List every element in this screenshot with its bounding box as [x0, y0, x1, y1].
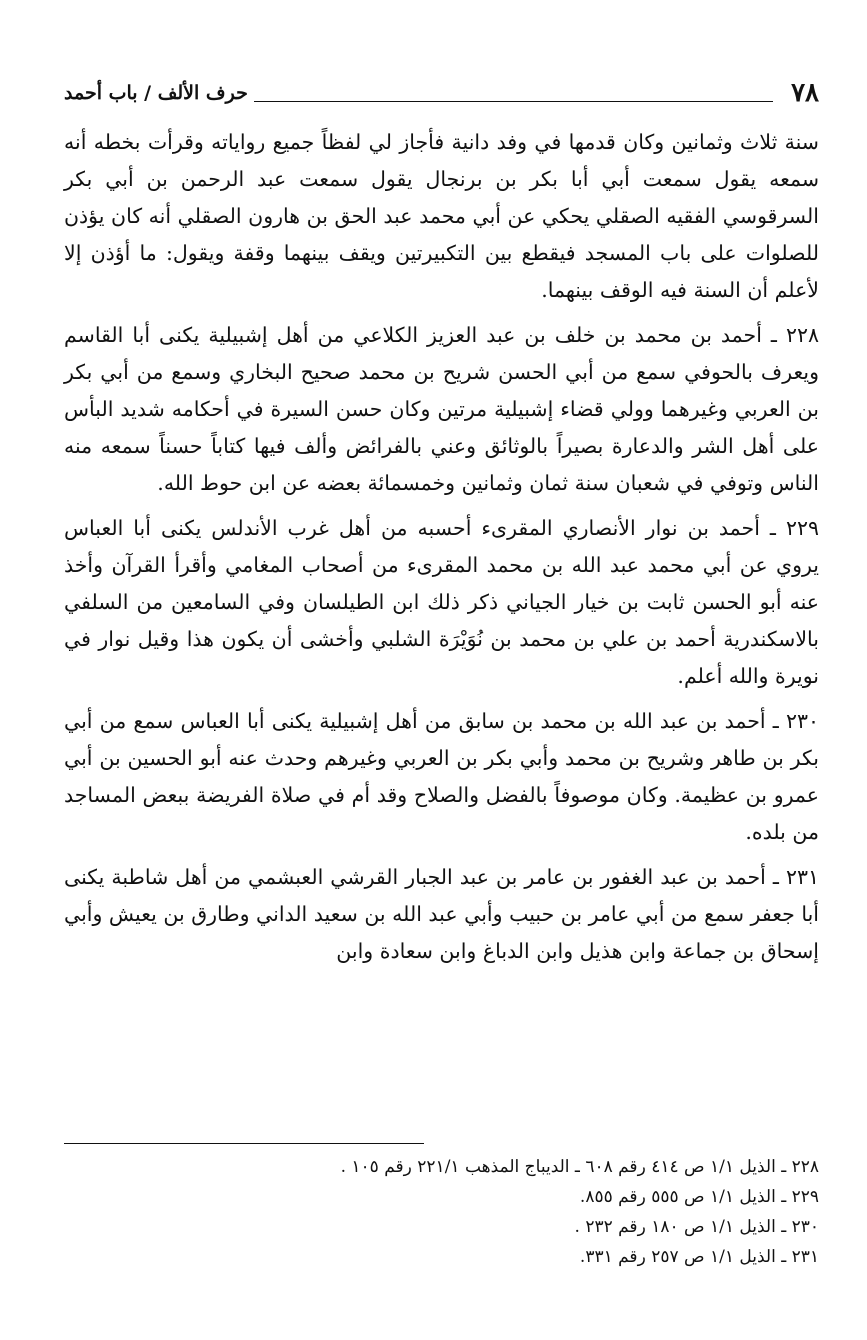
main-text	[64, 124, 819, 978]
footnote-229: ٢٢٩ ـ الذيل ١/١ ص ٥٥٥ رقم ٨٥٥.	[579, 1187, 819, 1207]
entry-230: ٢٣٠ ـ أحمد بن عبد الله بن محمد بن سابق من أهل إشبيلية يكنى أبا العباس سمع من أبي بكر بن طاهر وشريح بن محمد وأبي بكر بن العربي وغيرهم وحدث عنه أبو الحسين بن أبي عمرو بن عظيمة. وكان موصوفاً بالفضل والصلاح وقد أم في صلاة الفريضة ببعض المساجد من بلده.	[64, 709, 819, 844]
page-header	[64, 78, 819, 108]
header-rule	[254, 85, 773, 102]
running-head: حرف الألف / باب أحمد	[64, 82, 248, 104]
footnote-231: ٢٣١ ـ الذيل ١/١ ص ٢٥٧ رقم ٣٣١.	[579, 1247, 819, 1267]
paragraph-continuation: سنة ثلاث وثمانين وكان قدمها في وفد دانية فأجاز لي لفظاً جميع رواياته وقرأت بخطه أنه سمعه يقول سمعت أبي أبا بكر بن برنجال يقول سمعت عبد الرحمن بن أبي بكر السرقوسي الفقيه الصقلي يحكي عن أبي محمد عبد الحق بن هارون الصقلي أنه كان يؤذن للصلوات على باب المسجد فيقطع بين التكبيرتين ويقف بينهما وقفة ويقول: ما أؤذن إلا لأعلم أن السنة فيه الوقف بينهما.	[64, 130, 819, 302]
footnote-230: ٢٣٠ ـ الذيل ١/١ ص ١٨٠ رقم ٢٣٢ .	[574, 1217, 819, 1237]
entry-231: ٢٣١ ـ أحمد بن عبد الغفور بن عامر بن عبد الجبار القرشي العبشمي من أهل شاطبة يكنى أبا جعفر سمع من أبي عامر بن حبيب وأبي عبد الله بن سعيد الداني وطارق بن يعيش وأبي إسحاق بن جماعة وابن هذيل وابن الدباغ وابن سعادة وابن	[64, 865, 819, 963]
footnote-rule	[64, 1143, 424, 1144]
page-number: ٧٨	[791, 78, 819, 108]
footnote-228: ٢٢٨ ـ الذيل ١/١ ص ٤١٤ رقم ٦٠٨ ـ الديباج المذهب ٢٢١/١ رقم ١٠٥ .	[340, 1157, 819, 1177]
entry-229: ٢٢٩ ـ أحمد بن نوار الأنصاري المقرىء أحسبه من أهل غرب الأندلس يكنى أبا العباس يروي عن أبي محمد عبد الله بن محمد المقرىء من أصحاب المغامي وأقرأ القرآن وأخذ عنه أبو الحسن ثابت بن خيار الجياني ذكر ذلك ابن الطيلسان وفي السامعين من السلفي بالاسكندرية أحمد بن علي بن محمد بن نُوَيْرَة الشلبي وأخشى أن يكون هذا وقيل نوار في نويرة والله أعلم.	[64, 516, 819, 688]
entry-228: ٢٢٨ ـ أحمد بن محمد بن خلف بن عبد العزيز الكلاعي من أهل إشبيلية يكنى أبا القاسم ويعرف بالحوفي سمع من أبي الحسن شريح بن محمد صحيح البخاري وسمع من أبي بكر بن العربي وغيرهما وولي قضاء إشبيلية مرتين وكان حسن السيرة في أحكامه شديد البأس على أهل الشر والدعارة بصيراً بالوثائق وعني بالفرائض وألف فيها كتاباً حسناً سمعه منه الناس وتوفي في شعبان سنة ثمان وثمانين وخمسمائة بعضه عن ابن حوط الله.	[64, 323, 819, 495]
footnotes	[64, 1152, 819, 1272]
